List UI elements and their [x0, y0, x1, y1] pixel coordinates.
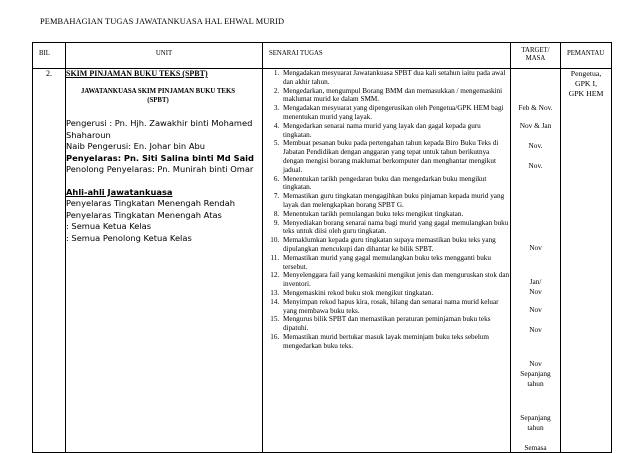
- row-number: 2.: [33, 69, 66, 453]
- target-value: Nov: [529, 305, 542, 314]
- target-value: Nov.: [528, 141, 543, 150]
- header-bil: BIL: [33, 43, 66, 69]
- task-item: 15. Mengurus bilik SPBT dan memastikan peraturan peminjaman buku teks dipatuhi.: [281, 315, 510, 333]
- task-item: 11. Memastikan murid yang gagal memulangkan buku teks mengganti buku tersebut.: [281, 254, 510, 272]
- target-cell: [511, 69, 561, 453]
- tasks-cell: [263, 69, 511, 453]
- header-tasks: SENARAI TUGAS: [263, 43, 511, 69]
- unit-cell: [66, 69, 263, 453]
- header-pemantau: PEMANTAU: [561, 43, 612, 69]
- header-target: TARGET/ MASA: [511, 43, 561, 69]
- target-value: tahun: [527, 423, 544, 432]
- target-value: Nov: [529, 325, 542, 334]
- task-item: 3. Mengadakan mesyuarat yang dipengerusikan oleh Pengetua/GPK HEM bagi menentukan murid yang layak.: [281, 104, 510, 122]
- ahli-item: Penyelaras Tingkatan Menengah Rendah: [66, 198, 236, 208]
- unit-title: SKIM PINJAMAN BUKU TEKS (SPBT): [66, 69, 208, 78]
- target-value: Semasa: [524, 443, 547, 452]
- pemantau-line: GPK I,: [574, 79, 598, 88]
- task-list: [263, 69, 510, 351]
- ahli-item: : Semua Penolong Ketua Kelas: [66, 232, 192, 243]
- task-item: 13. Mengemaskini rekod buku stok mengikut tingkatan.: [281, 289, 510, 298]
- header-unit: UNIT: [66, 43, 263, 69]
- target-value: Sepanjang: [520, 369, 551, 378]
- target-value: Jan/: [529, 277, 542, 286]
- penolong-penyelaras: Penolong Penyelaras: Pn. Munirah binti Omar: [66, 164, 254, 174]
- ahli-item: : Semua Ketua Kelas: [66, 221, 152, 231]
- pengerusi: Pengerusi : Pn. Hjh. Zawakhir binti Mohamed Shaharoun: [66, 118, 253, 140]
- task-item: 5. Membuat pesanan buku pada pertengahan tahun kepada Biro Buku Teks di Jabatan Pendidikan dengan anggaran yang tepat untuk tahun berikutnya dengan mengisi borang maklumat berkomputer dan menghantar mengikut jadual.: [281, 139, 510, 174]
- task-item: 2. Mengedarkan, mengumpul Borang BMM dan memasukkan / mengemaskini maklumat murid ke dalam SMM.: [281, 87, 510, 105]
- target-value: Nov: [529, 287, 542, 296]
- task-item: 14. Menyimpan rekod hapus kira, rosak, hilang dan senarai nama murid keluar yang membawa buku teks.: [281, 298, 510, 316]
- target-value: Sepanjang: [520, 413, 551, 422]
- committee-officers: [66, 118, 262, 244]
- task-item: 4. Mengedarkan senarai nama murid yang layak dan gagal kepada guru tingkatan.: [281, 122, 510, 140]
- task-item: 10. Memaklumkan kepada guru tingkatan supaya memastikan buku teks yang dipulangkan mencukupi dan dihantar ke bilik SPBT.: [281, 236, 510, 254]
- pemantau-line: GPK HEM: [568, 89, 604, 98]
- target-value: Nov & Jan: [519, 121, 552, 130]
- task-item: 1. Mengadakan mesyuarat Jawatankuasa SPBT dua kali setahun iaitu pada awal dan akhir tahun.: [281, 69, 510, 87]
- document-title: PEMBAHAGIAN TUGAS JAWATANKUASA HAL EHWAL MURID: [40, 17, 285, 26]
- target-value: Nov: [529, 243, 542, 252]
- task-item: 8. Menentukan tarikh pemulangan buku teks mengikut tingkatan.: [281, 210, 510, 219]
- table-header-row: [33, 43, 612, 69]
- penyelaras: Penyelaras: Pn. Siti Salina binti Md Said: [66, 152, 254, 163]
- target-value: Nov.: [528, 161, 543, 170]
- target-value: tahun: [527, 379, 544, 388]
- table-row: [33, 69, 612, 453]
- duty-table: [32, 42, 612, 453]
- target-value: Feb & Nov.: [518, 103, 553, 112]
- task-item: 12. Menyelenggara fail yang kemaskini mengikut jenis dan menguruskan stok dan inventori.: [281, 271, 510, 289]
- committee-title: JAWATANKUASA SKIM PINJAMAN BUKU TEKS (SPBT): [80, 88, 236, 104]
- ahli-title: Ahli-ahli Jawatankuasa: [66, 186, 173, 197]
- task-item: 16. Memastikan murid bertukar masuk layak meminjam buku teks sebelum mengedarkan buku teks.: [281, 333, 510, 351]
- task-item: 9. Menyediakan borang senarai nama bagi murid yang gagal memulangkan buku teks untuk diisi oleh guru tingkatan.: [281, 219, 510, 237]
- target-value: Nov: [529, 359, 542, 368]
- ahli-item: Penyelaras Tingkatan Menengah Atas: [66, 209, 222, 220]
- task-item: 6. Menentukan tarikh pengedaran buku dan mengedarkan buku mengikut tingkatan.: [281, 175, 510, 193]
- pemantau-cell: [561, 69, 612, 453]
- task-item: 7. Memastikan guru tingkatan mengagihkan buku pinjaman kepada murid yang layak dan melengkapkan borang SPBT G.: [281, 192, 510, 210]
- naib-pengerusi: Naib Pengerusi: En. Johar bin Abu: [66, 141, 206, 151]
- pemantau-line: Pengetua,: [570, 69, 602, 78]
